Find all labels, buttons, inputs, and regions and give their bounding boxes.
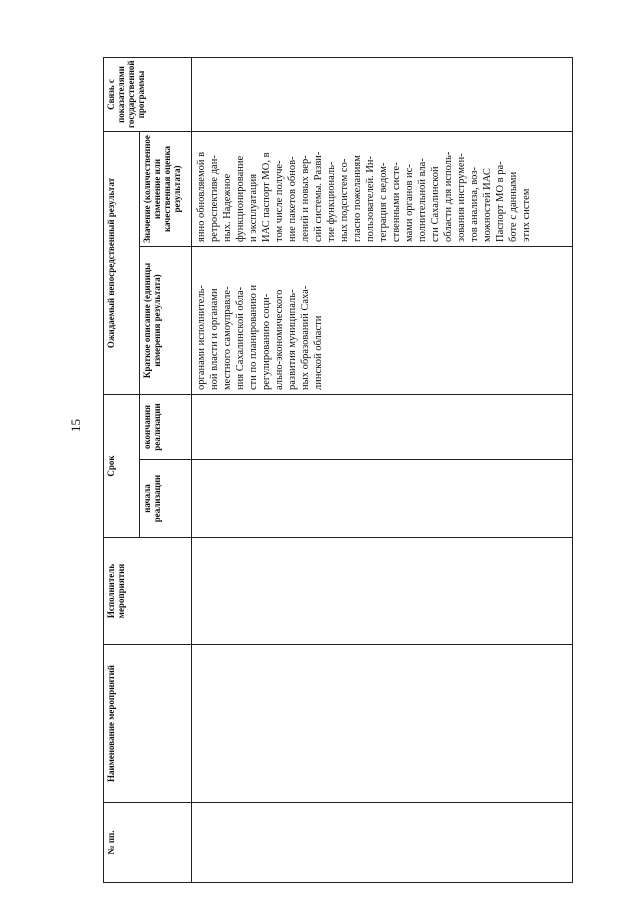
value-line: боте с данными (508, 171, 520, 242)
description-line: органами исполнитель- (196, 285, 207, 390)
value-line: сий системы. Разви- (313, 151, 325, 242)
header-number: № пп. (104, 803, 192, 883)
value-line: ственными систе- (391, 162, 403, 242)
description-line: регулированию соци- (261, 293, 273, 390)
value-line: ретроспективе дан- (209, 155, 221, 242)
header-result-value: Значение (количественное изменение или качественная оценка результата) (140, 131, 192, 246)
value-line: тов анализа, воз- (469, 166, 481, 242)
description-line: сти по планированию и (248, 284, 260, 390)
header-result-description: Краткое описание (единицы измерения результата) (140, 246, 192, 394)
rotated-table-frame (103, 58, 573, 883)
value-line: зования инструмен- (456, 153, 468, 242)
description-line: местного самоуправле- (222, 286, 234, 390)
value-line: этих систем (521, 188, 533, 242)
table-row (192, 57, 573, 882)
value-line: ных подсистем со- (339, 158, 351, 242)
value-line: гласно пожеланиям (352, 155, 364, 242)
header-expected-result: Ожидаемый непосредственный результат (104, 131, 140, 394)
value-line: ИАС паспорт МО, в (261, 152, 273, 242)
value-line: ных. Надежное (222, 173, 234, 242)
value-line: области для исполь- (443, 151, 455, 242)
description-line: линской области (313, 315, 325, 390)
header-term: Срок (104, 394, 140, 537)
value-line: можностей ИАС (482, 168, 494, 242)
cell-term-end (192, 394, 573, 459)
header-term-end: окончания реализации (140, 394, 192, 459)
value-line: функционирование (235, 155, 247, 242)
value-line: сти Сахалинской (430, 166, 442, 242)
value-line: янно обновляемой в (196, 151, 207, 242)
description-line: ной власти и органами (209, 288, 221, 390)
cell-result-value (192, 131, 573, 246)
value-line: полнительной вла- (417, 158, 429, 242)
activities-table (103, 57, 573, 883)
value-line: ние пакетов обнов- (287, 156, 299, 242)
header-program-link: Связь с показателями государственной программы (104, 57, 192, 131)
cell-program-link (192, 57, 573, 131)
value-line: лений и новых вер- (300, 155, 312, 242)
value-line: том числе получе- (274, 160, 286, 242)
header-activity-name: Наименование мероприятий (104, 645, 192, 803)
value-line: мами органов ис- (404, 164, 416, 242)
value-line: тие функциональ- (326, 161, 338, 242)
description-line: развития муниципаль- (287, 289, 299, 390)
cell-executor (192, 538, 573, 645)
description-line: ных образований Саха- (300, 285, 312, 390)
cell-term-start (192, 460, 573, 538)
value-line: Паспорт МО в ра- (495, 161, 507, 242)
cell-result-description (192, 246, 573, 394)
value-line: пользователей. Ин- (365, 155, 377, 242)
cell-number (192, 803, 573, 883)
value-line: и эксплуатация (248, 173, 260, 242)
value-line: теграция с ведом- (378, 162, 390, 242)
description-line: ния Сахалинской обла- (235, 286, 247, 390)
header-term-start: начала реализации (140, 460, 192, 538)
description-line: ально-экономического (274, 289, 286, 390)
header-executor: Исполнитель мероприятия (104, 538, 192, 645)
page-number: 15 (68, 419, 83, 432)
cell-activity-name (192, 645, 573, 803)
